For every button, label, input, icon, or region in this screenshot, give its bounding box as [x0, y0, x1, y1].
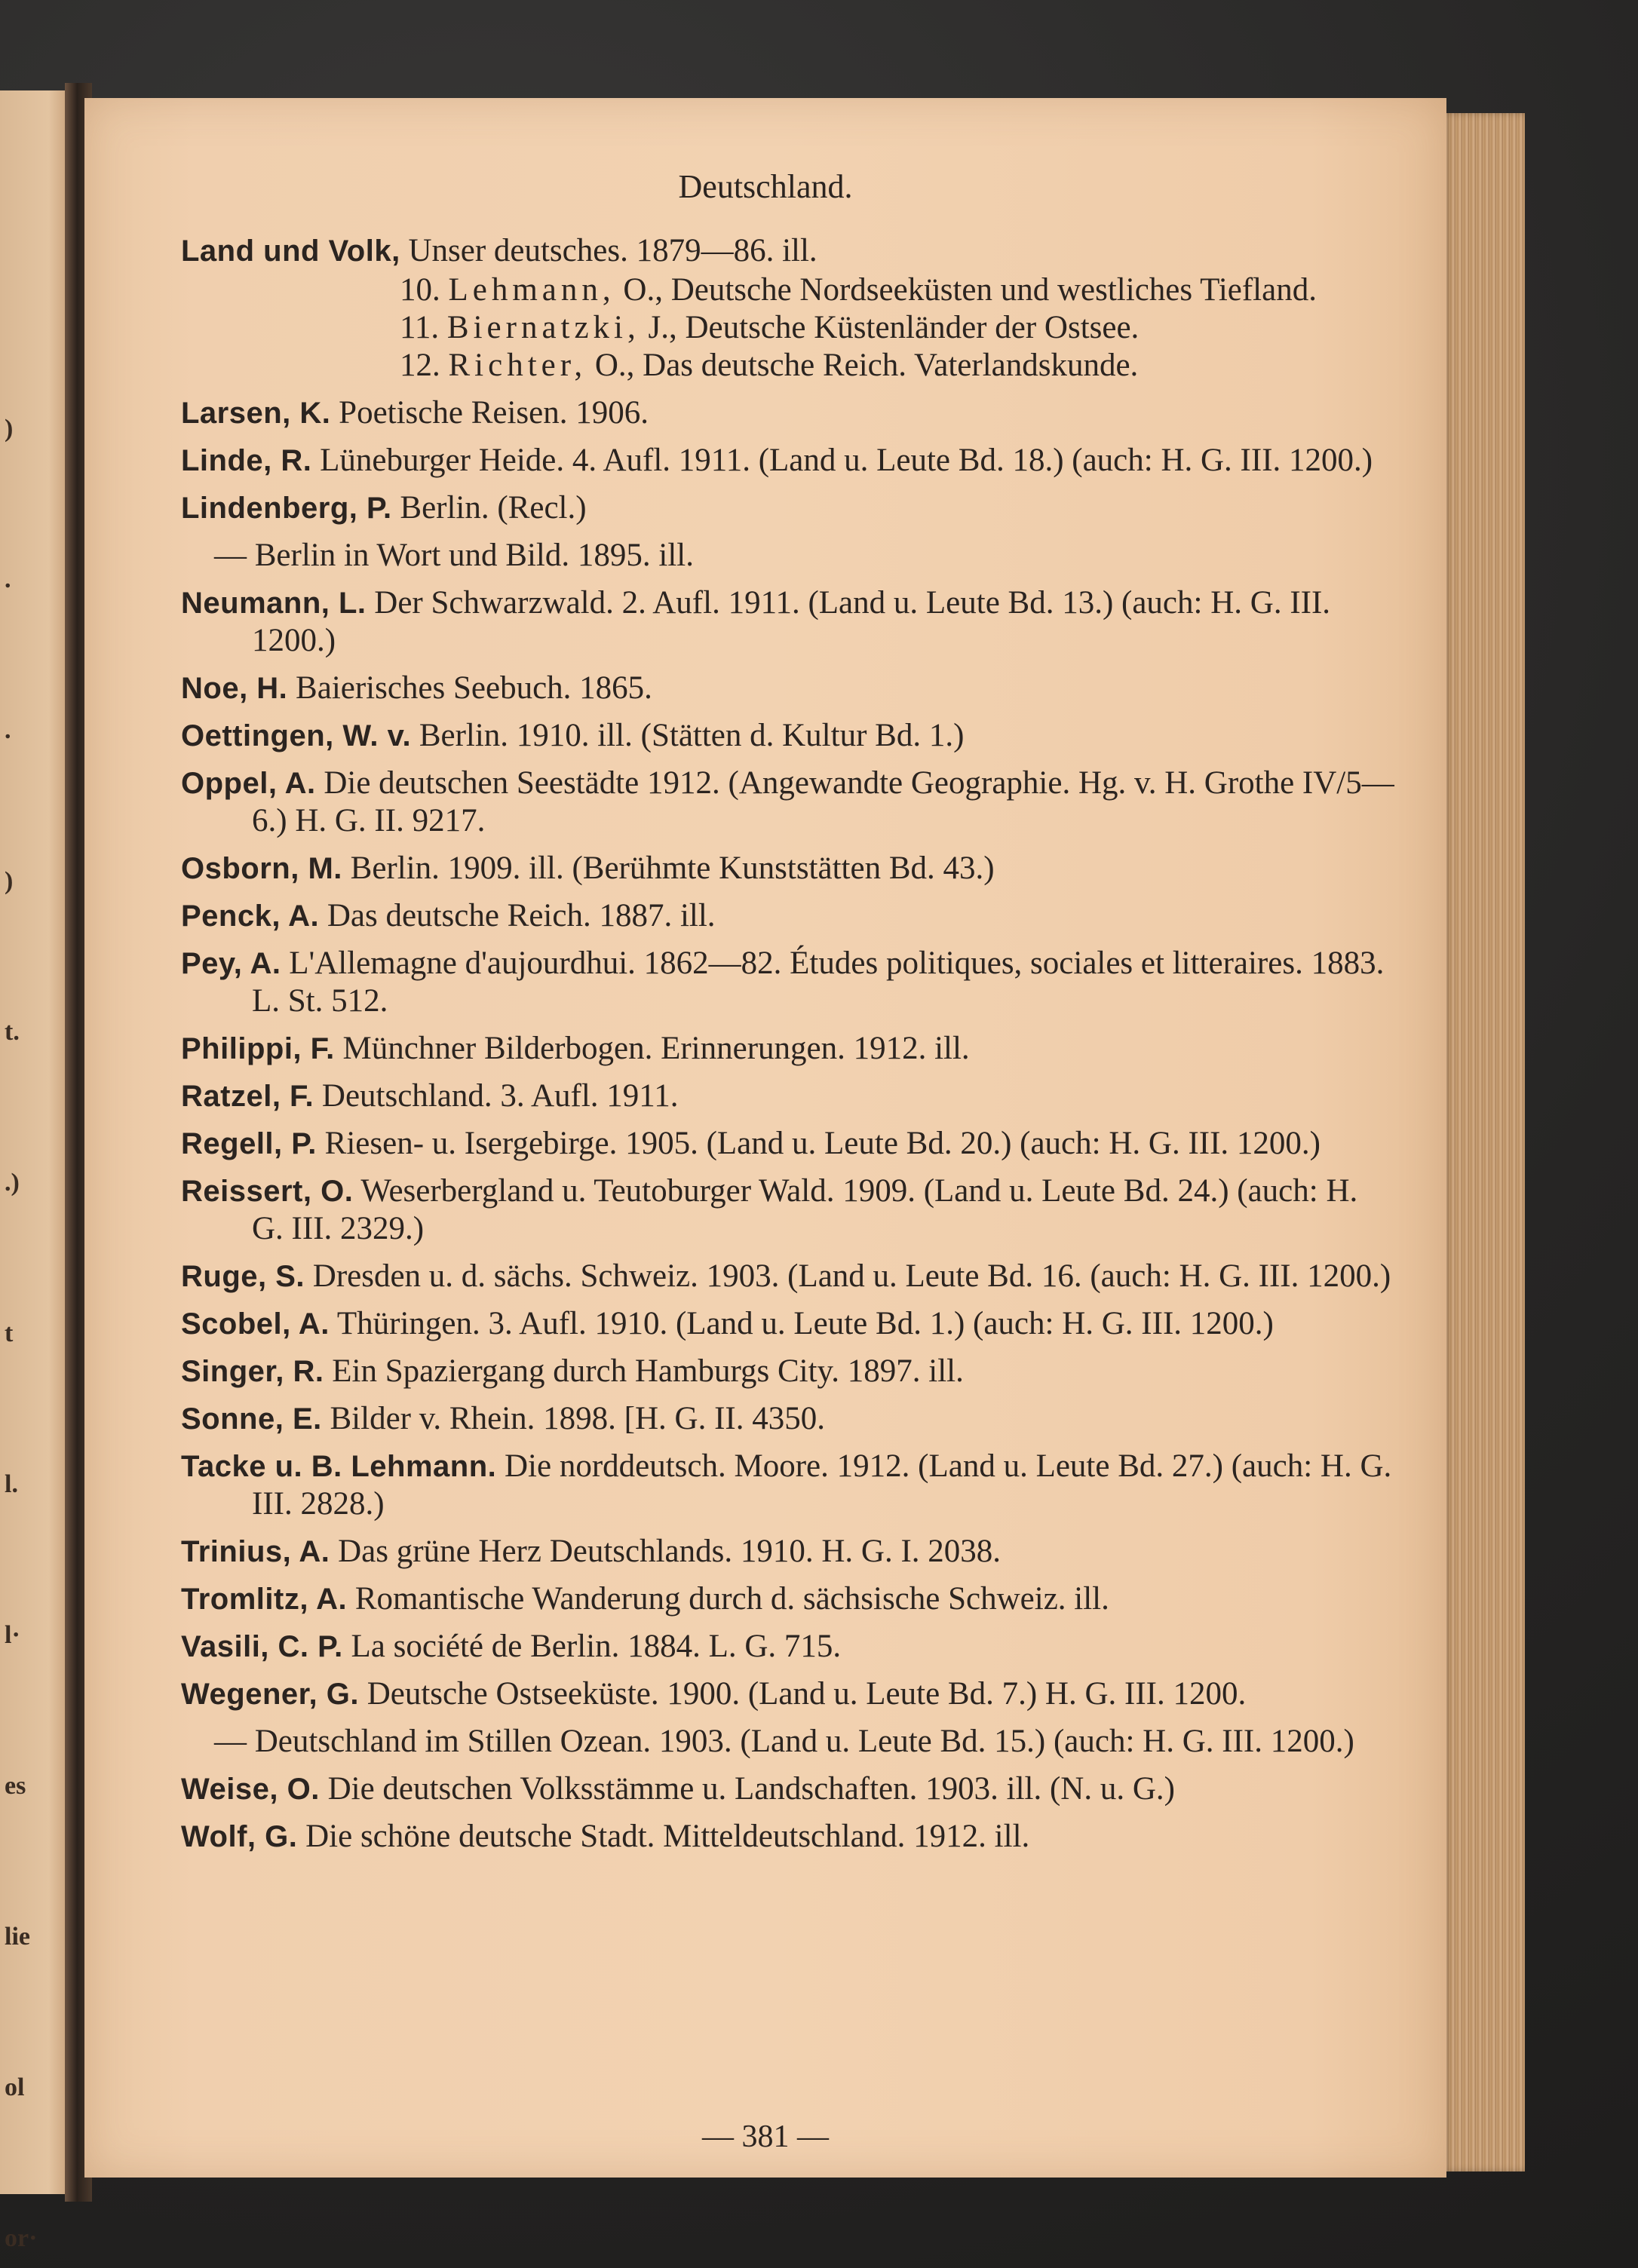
running-header: Deutschland. — [678, 168, 853, 205]
bibliography-entry — [181, 897, 1397, 935]
entry-author: Oettingen, W. v. — [181, 719, 412, 752]
entry-text: Das grüne Herz Deutschlands. 1910. H. G. I. 2038. — [338, 1534, 1002, 1569]
entry-text: Berlin. 1909. ill. (Berühmte Kunststätten Bd. 43.) — [350, 851, 995, 886]
entry-text: Thüringen. 3. Aufl. 1910. (Land u. Leute Bd. 1.) (auch: H. G. III. 1200.) — [336, 1306, 1274, 1341]
entry-author: Penck, A. — [181, 900, 320, 933]
bibliography-entry — [181, 1628, 1397, 1666]
entry-text: Unser deutsches. 1879—86. ill. — [408, 233, 817, 268]
volume-name: Lehmann, — [448, 272, 615, 308]
volume-text: O., Deutsche Nordseeküsten und westliches Tiefland. — [623, 272, 1317, 308]
page-number: — 381 — — [702, 2119, 829, 2154]
book-page — [84, 98, 1446, 2178]
left-page-fragment: or· — [5, 2224, 38, 2252]
bibliography-entry — [181, 1353, 1397, 1390]
entry-text: Berlin. (Recl.) — [400, 490, 587, 526]
bibliography-entry — [181, 945, 1397, 1020]
page-block-edges — [1442, 113, 1525, 2171]
bibliography-entry — [181, 394, 1397, 432]
entry-text: La société de Berlin. 1884. L. G. 715. — [351, 1629, 842, 1664]
entry-text: L'Allemagne d'aujourdhui. 1862—82. Études politiques, sociales et litteraires. 1883. L. St. 512. — [252, 946, 1385, 1019]
left-page-fragment: t — [5, 1319, 14, 1347]
left-page-fragment: ) — [5, 415, 14, 443]
bibliography-entry — [181, 1172, 1397, 1248]
entry-author: Noe, H. — [181, 672, 288, 705]
entry-author: Ratzel, F. — [181, 1080, 314, 1113]
entry-author: Larsen, K. — [181, 397, 331, 430]
left-page-fragment: l· — [5, 1621, 20, 1649]
entry-text: Ein Spaziergang durch Hamburgs City. 1897. ill. — [332, 1353, 964, 1389]
entry-text: — Deutschland im Stillen Ozean. 1903. (Land u. Leute Bd. 15.) (auch: H. G. III. 1200.) — [214, 1724, 1354, 1759]
left-page-fragment: .) — [5, 1169, 20, 1197]
left-page-fragment: t. — [5, 1018, 20, 1046]
bibliography-entry — [181, 1448, 1397, 1523]
left-page-fragment: . — [5, 565, 11, 593]
volume-text: J., Deutsche Küstenländer der Ostsee. — [648, 310, 1140, 345]
volume-name: Richter, — [448, 348, 587, 383]
series-volume — [252, 309, 1397, 347]
bibliography-entry — [181, 1818, 1397, 1856]
entry-text: Dresden u. d. sächs. Schweiz. 1903. (Land u. Leute Bd. 16. (auch: H. G. III. 1200.) — [312, 1258, 1391, 1294]
entry-text: Deutschland. 3. Aufl. 1911. — [321, 1078, 679, 1114]
entry-author: Ruge, S. — [181, 1260, 305, 1293]
bibliography-entry — [181, 1258, 1397, 1295]
volume-name: Biernatzki, — [446, 310, 640, 345]
bibliography-entry — [181, 765, 1397, 840]
entry-author: Vasili, C. P. — [181, 1630, 343, 1663]
bibliography-entry — [181, 717, 1397, 755]
entry-text: Deutsche Ostseeküste. 1900. (Land u. Leute Bd. 7.) H. G. III. 1200. — [367, 1676, 1247, 1712]
entry-author: Linde, R. — [181, 444, 312, 477]
entry-text: Die norddeutsch. Moore. 1912. (Land u. Leute Bd. 27.) (auch: H. G. III. 2828.) — [252, 1448, 1392, 1522]
bibliography-entry — [181, 489, 1397, 527]
bibliography-entry — [181, 1533, 1397, 1571]
volume-num: 11. — [400, 310, 440, 345]
left-page-fragment: es — [5, 1772, 26, 1800]
entry-text: Die deutschen Seestädte 1912. (Angewandte Geographie. Hg. v. H. Grothe IV/5—6.) H. G. II. 9217. — [252, 765, 1394, 838]
entry-text: Weserbergland u. Teutoburger Wald. 1909. (Land u. Leute Bd. 24.) (auch: H. G. III. 2329.) — [252, 1173, 1358, 1246]
entry-author: Singer, R. — [181, 1355, 324, 1388]
series-volume — [252, 271, 1397, 309]
left-page-fragment: . — [5, 716, 11, 744]
left-page-fragment: ) — [5, 867, 14, 895]
left-page-fragment: lie — [5, 1923, 30, 1951]
entry-author: Wolf, G. — [181, 1820, 298, 1853]
entry-author: Regell, P. — [181, 1127, 317, 1160]
series-volumes — [252, 271, 1397, 385]
entry-author: Lindenberg, P. — [181, 492, 392, 525]
bibliography-entry — [181, 442, 1397, 480]
entry-text: Münchner Bilderbogen. Erinnerungen. 1912. ill. — [342, 1031, 970, 1066]
bibliography-entry — [181, 1580, 1397, 1618]
entry-author: Sonne, E. — [181, 1402, 322, 1436]
volume-num: 10. — [400, 272, 440, 308]
entry-text: Poetische Reisen. 1906. — [339, 395, 649, 431]
entry-author: Pey, A. — [181, 947, 281, 980]
volume-text: O., Das deutsche Reich. Vaterlandskunde. — [594, 348, 1139, 383]
bibliography-entry — [181, 1030, 1397, 1068]
entry-text: Riesen- u. Isergebirge. 1905. (Land u. Leute Bd. 20.) (auch: H. G. III. 1200.) — [324, 1126, 1321, 1161]
entry-author: Trinius, A. — [181, 1535, 330, 1568]
entry-text: Der Schwarzwald. 2. Aufl. 1911. (Land u. Leute Bd. 13.) (auch: H. G. III. 1200.) — [252, 585, 1331, 658]
entry-author: Weise, O. — [181, 1773, 320, 1806]
entry-author: Osborn, M. — [181, 852, 342, 885]
series-volume — [252, 347, 1397, 385]
bibliography-entry — [181, 1400, 1397, 1438]
left-page-edge — [0, 90, 69, 2252]
bibliography-entry — [181, 1770, 1397, 1808]
bibliography-entry — [181, 850, 1397, 887]
bibliography-entry — [181, 670, 1397, 707]
entry-text: Bilder v. Rhein. 1898. [H. G. II. 4350. — [330, 1401, 825, 1436]
entry-text: Das deutsche Reich. 1887. ill. — [327, 898, 716, 933]
entry-author: Wegener, G. — [181, 1678, 359, 1711]
entry-author: Scobel, A. — [181, 1307, 330, 1341]
bibliography-entry — [181, 232, 1397, 385]
entry-text: Die schöne deutsche Stadt. Mitteldeutschland. 1912. ill. — [305, 1819, 1030, 1854]
bibliography-entry — [181, 1077, 1397, 1115]
entry-author: Reissert, O. — [181, 1175, 354, 1208]
bibliography-entry — [181, 1125, 1397, 1163]
bibliography-list — [181, 232, 1397, 1865]
bibliography-entry — [181, 1723, 1397, 1761]
entry-author: Land und Volk, — [181, 234, 400, 268]
entry-author: Oppel, A. — [181, 767, 316, 800]
volume-num: 12. — [400, 348, 440, 383]
entry-author: Philippi, F. — [181, 1032, 335, 1065]
entry-text: Berlin. 1910. ill. (Stätten d. Kultur Bd. 1.) — [419, 718, 965, 753]
entry-text: Die deutschen Volksstämme u. Landschaften. 1903. ill. (N. u. G.) — [327, 1771, 1175, 1807]
bibliography-entry — [181, 1675, 1397, 1713]
bibliography-entry — [181, 584, 1397, 660]
entry-author: Neumann, L. — [181, 587, 367, 620]
entry-text: Romantische Wanderung durch d. sächsische Schweiz. ill. — [354, 1581, 1109, 1617]
entry-author: Tromlitz, A. — [181, 1583, 348, 1616]
entry-text: — Berlin in Wort und Bild. 1895. ill. — [214, 538, 694, 573]
bibliography-entry — [181, 537, 1397, 575]
left-page-fragment: ol — [5, 2073, 25, 2101]
left-page-fragment: l. — [5, 1470, 18, 1498]
bibliography-entry — [181, 1305, 1397, 1343]
entry-text: Baierisches Seebuch. 1865. — [296, 670, 652, 706]
entry-author: Tacke u. B. Lehmann. — [181, 1450, 497, 1483]
entry-text: Lüneburger Heide. 4. Aufl. 1911. (Land u. Leute Bd. 18.) (auch: H. G. III. 1200.) — [320, 443, 1373, 478]
